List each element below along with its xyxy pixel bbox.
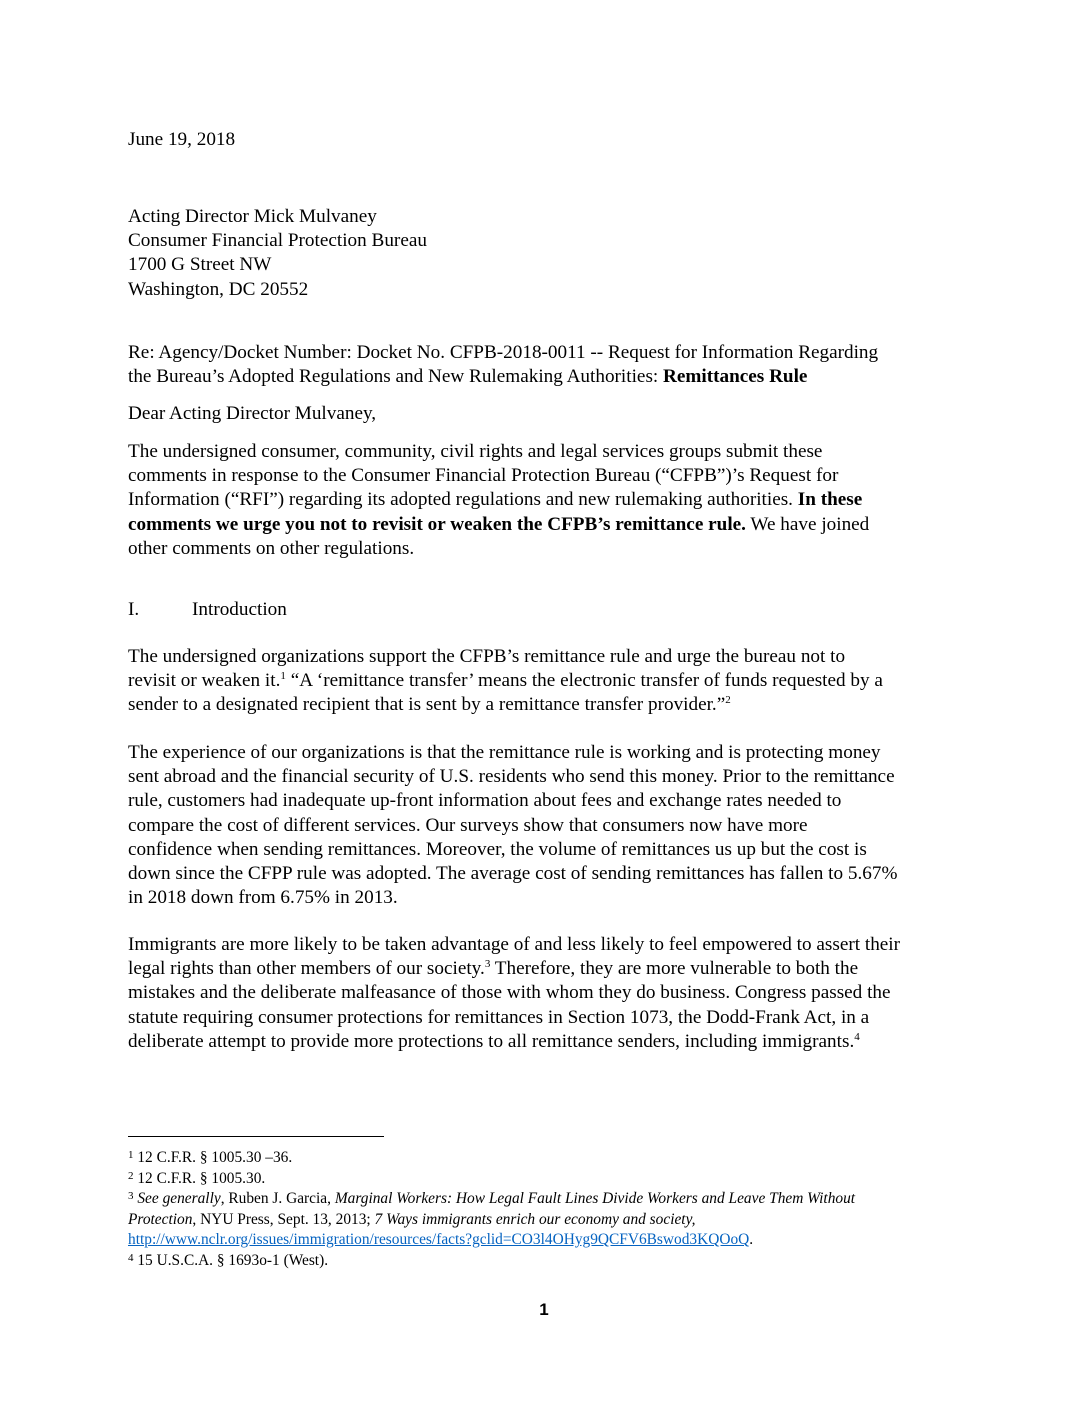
intro-line-3 [128,488,958,512]
footnote-ref-2[interactable]: 2 [725,694,731,707]
para2-line: rule, customers had inadequate up-front information about fees and exchange rates needed to [128,790,842,812]
footnote-ref-4[interactable]: 4 [854,1030,860,1043]
section-number: I. [128,599,140,620]
addressee-street: 1700 G Street NW [128,254,272,276]
salutation-text: Dear Acting Director Mulvaney, [128,403,377,424]
para2-line: down since the CFPP rule was adopted. The average cost of sending remittances has fallen to 5.67% [128,863,898,885]
intro-line-2: comments in response to the Consumer Financial Protection Bureau (“CFPB”)’s Request for [128,465,839,487]
footnotes [128,1148,958,1271]
intro-line-4-text: We have joined [745,513,870,535]
footnote-ref-1[interactable]: 1 [280,670,286,683]
para3-line-2 [128,957,958,981]
footnote-2-text: 12 C.F.R. § 1005.30. [133,1169,266,1187]
paragraph-immigrants [128,933,958,1054]
footnote-3 [128,1189,958,1210]
para1-line-2-a: revisit or weaken it. [128,670,281,692]
footnote-3-end: . [749,1231,754,1248]
re-line-2-text: the Bureau’s Adopted Regulations and New Rulemaking Authorities: [128,366,664,388]
footnote-3-text-1: , Ruben J. Garcia, [220,1190,335,1207]
footnote-3-link[interactable]: http://www.nclr.org/issues/immigration/resources/facts?gclid=CO3l4OHyg9QCFV6Bswod3KQOoQ [128,1231,750,1248]
re-line [128,341,958,389]
footnote-4-text: 15 U.S.C.A. § 1693o-1 (West). [133,1251,329,1269]
para1-line-2-b: “A ‘remittance transfer’ means the electronic transfer of funds requested by a [285,670,883,692]
letter-date [128,128,958,152]
footnote-1 [128,1148,958,1169]
addressee-block [128,205,958,302]
footnote-4-mark: 4 [128,1251,134,1264]
addressee-name: Acting Director Mick Mulvaney [128,206,377,227]
addressee-organization: Consumer Financial Protection Bureau [128,230,427,252]
footnote-3-link-line [128,1230,958,1251]
para3-line-5-a: deliberate attempt to provide more protections to all remittance senders, including immigrants. [128,1030,855,1052]
re-subject-bold: Remittances Rule [663,366,808,388]
para3-line-4: statute requiring consumer protections for remittances in Section 1073, the Dodd-Frank Act, in a [128,1006,870,1028]
intro-line-3-text: Information (“RFI”) regarding its adopted regulations and new rulemaking authorities. [128,489,798,511]
date-text: June 19, 2018 [128,129,236,150]
para3-line-1: Immigrants are more likely to be taken advantage of and less likely to feel empowered to assert their [128,934,901,955]
para3-line-2-b: Therefore, they are more vulnerable to both the [490,958,859,980]
footnote-3-text-2: , NYU Press, Sept. 13, 2013; [192,1210,375,1228]
paragraph-support [128,645,958,718]
footnote-4 [128,1251,958,1272]
footnote-3-cont [128,1210,958,1231]
intro-line-3-bold: In these [797,489,863,511]
re-line-1: Re: Agency/Docket Number: Docket No. CFPB-2018-0011 -- Request for Information Regarding [128,342,879,363]
footnote-2-mark: 2 [128,1169,134,1182]
para3-line-2-a: legal rights than other members of our society. [128,958,485,980]
para1-line-3 [128,693,958,717]
intro-line-4-bold: comments we urge you not to revisit or weaken the CFPB’s remittance rule. [128,513,746,535]
para1-line-3-a: sender to a designated recipient that is sent by a remittance transfer provider.” [128,694,726,716]
footnote-3-mark: 3 [128,1190,134,1202]
para2-line: confidence when sending remittances. Moreover, the volume of remittances us up but the cost is [128,838,867,860]
footnote-1-text: 12 C.F.R. § 1005.30 –36. [133,1149,293,1166]
footnote-3-italic-2: Marginal Workers: How Legal Fault Lines Divide Workers and Leave Them Without [334,1190,856,1207]
footnote-3-italic-3: Protection [128,1210,193,1228]
re-line-2 [128,365,958,389]
intro-line-1: The undersigned consumer, community, civil rights and legal services groups submit these [128,441,823,462]
para3-line-3: mistakes and the deliberate malfeasance of those with whom they do business. Congress passed the [128,982,891,1004]
para2-line: The experience of our organizations is that the remittance rule is working and is protecting money [128,742,881,763]
para1-line-2 [128,669,958,693]
intro-line-5: other comments on other regulations. [128,537,415,559]
para2-line: in 2018 down from 6.75% in 2013. [128,887,398,909]
section-heading-introduction [128,598,287,622]
section-title: Introduction [192,599,287,620]
footnote-separator [128,1136,384,1137]
footnote-2 [128,1169,958,1190]
para3-line-5 [128,1030,958,1054]
paragraph-experience [128,741,958,910]
footnote-ref-3[interactable]: 3 [484,958,491,971]
para2-line: sent abroad and the financial security of U.S. residents who send this money. Prior to the remittance [128,766,895,788]
salutation [128,402,958,426]
addressee-city: Washington, DC 20552 [128,278,309,300]
footnote-1-mark: 1 [128,1149,134,1161]
footnote-3-italic-4: 7 Ways immigrants enrich our economy and society, [374,1210,696,1228]
page-number: 1 [539,1300,549,1319]
intro-paragraph [128,440,958,561]
footnote-3-italic-1: See generally [137,1190,221,1207]
para1-line-1: The undersigned organizations support the CFPB’s remittance rule and urge the bureau not to [128,646,846,667]
para2-line: compare the cost of different services. Our surveys show that consumers now have more [128,814,808,836]
intro-line-4 [128,513,958,537]
